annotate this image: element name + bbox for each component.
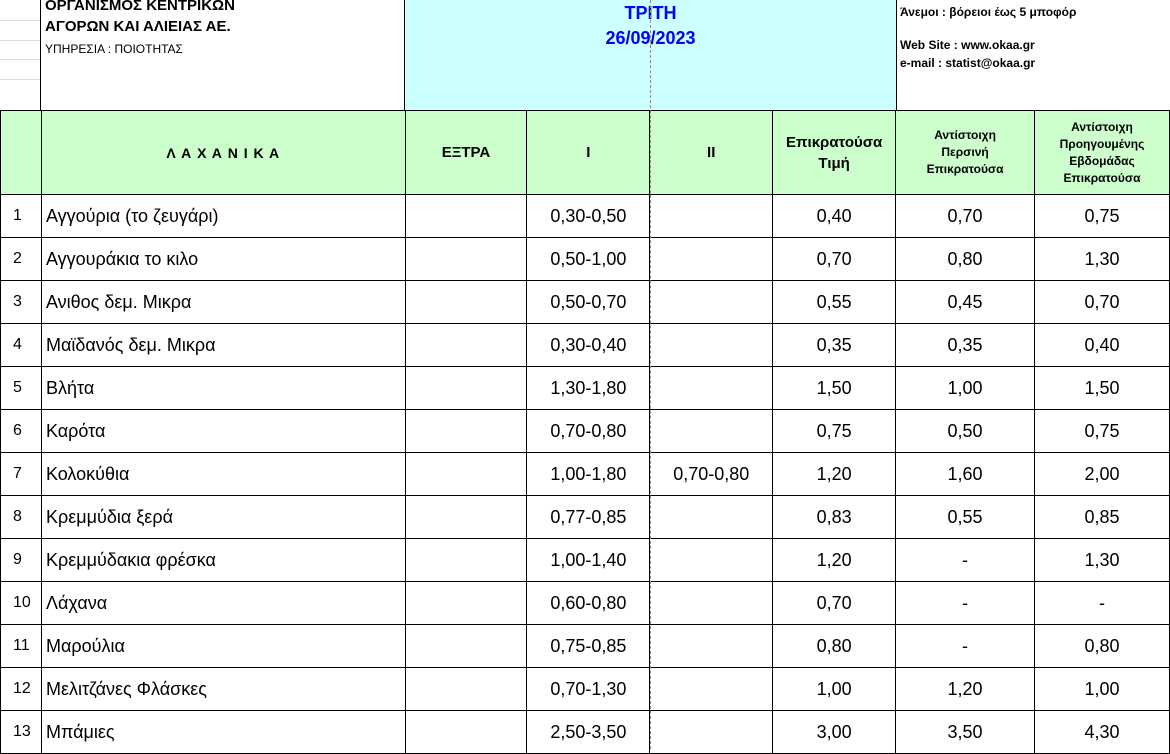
last-year-price-cell[interactable]: - [896,582,1035,625]
grade-1-price-cell[interactable]: 0,77-0,85 [527,496,650,539]
row-index-cell[interactable]: 10 [1,582,42,625]
prevailing-price-cell[interactable]: 0,70 [773,238,896,281]
organization-block [41,0,405,110]
prevailing-price-cell[interactable]: 0,55 [773,281,896,324]
grade-2-price-cell[interactable] [650,496,773,539]
header-grade-2: II [650,111,773,195]
prev-week-price-cell[interactable]: 1,50 [1035,367,1170,410]
row-index-cell[interactable]: 5 [1,367,42,410]
table-row [1,238,1170,281]
grade-2-price-cell[interactable] [650,195,773,238]
vegetable-name-cell[interactable]: Μελιτζάνες Φλάσκες [41,668,405,711]
last-year-price-cell[interactable]: 3,50 [896,711,1035,754]
table-row [1,539,1170,582]
header-grade-1: I [527,111,650,195]
vegetable-name-cell[interactable]: Καρότα [41,410,405,453]
prev-week-price-cell[interactable]: 1,30 [1035,539,1170,582]
prevailing-price-cell[interactable]: 1,20 [773,453,896,496]
last-year-price-cell[interactable]: 0,80 [896,238,1035,281]
grade-2-price-cell[interactable] [650,367,773,410]
extra-price-cell[interactable] [405,324,527,367]
last-year-price-cell[interactable]: 0,50 [896,410,1035,453]
grade-1-price-cell[interactable]: 0,50-0,70 [527,281,650,324]
grade-1-price-cell[interactable]: 2,50-3,50 [527,711,650,754]
prev-week-price-cell[interactable]: 1,00 [1035,668,1170,711]
header-prevailing-price [773,111,896,195]
vegetable-name-cell[interactable]: Ανιθος δεμ. Μικρα [41,281,405,324]
extra-price-cell[interactable] [405,195,527,238]
extra-price-cell[interactable] [405,711,527,754]
table-row [1,711,1170,754]
grade-1-price-cell[interactable]: 0,30-0,40 [527,324,650,367]
extra-price-cell[interactable] [405,410,527,453]
winds-info: Άνεμοι : βόρειοι έως 5 μποφόρ [900,5,1077,19]
prevailing-price-cell[interactable]: 0,80 [773,625,896,668]
grade-2-price-cell[interactable] [650,539,773,582]
grade-1-price-cell[interactable]: 0,70-1,30 [527,668,650,711]
prevailing-price-cell[interactable]: 1,50 [773,367,896,410]
table-row [1,453,1170,496]
row-index-cell[interactable]: 1 [1,195,42,238]
extra-price-cell[interactable] [405,582,527,625]
last-year-price-cell[interactable]: 1,20 [896,668,1035,711]
department-label: ΥΠΗΡΕΣΙΑ : ΠΟΙΟΤΗΤΑΣ [45,42,183,56]
grade-2-price-cell[interactable] [650,711,773,754]
row-index-cell[interactable]: 3 [1,281,42,324]
header-last-year-line3: Επικρατούσα [926,162,1004,176]
row-index-cell[interactable]: 9 [1,539,42,582]
extra-price-cell[interactable] [405,453,527,496]
vegetable-name-cell[interactable]: Μπάμιες [41,711,405,754]
prev-week-price-cell[interactable]: - [1035,582,1170,625]
prev-week-price-cell[interactable]: 0,85 [1035,496,1170,539]
row-index-cell[interactable]: 7 [1,453,42,496]
last-year-price-cell[interactable]: - [896,625,1035,668]
grade-1-price-cell[interactable]: 1,30-1,80 [527,367,650,410]
row-index-cell[interactable]: 8 [1,496,42,539]
vegetable-name-cell[interactable]: Αγγούρια (το ζευγάρι) [41,195,405,238]
vegetable-name-cell[interactable]: Μαρούλια [41,625,405,668]
last-year-price-cell[interactable]: 1,00 [896,367,1035,410]
table-row [1,324,1170,367]
prev-week-price-cell[interactable]: 0,75 [1035,410,1170,453]
grade-1-price-cell[interactable]: 0,75-0,85 [527,625,650,668]
date-label: 26/09/2023 [605,28,696,48]
prevailing-price-cell[interactable]: 1,20 [773,539,896,582]
extra-price-cell[interactable] [405,281,527,324]
table-row [1,367,1170,410]
header-last-year-prevailing [896,111,1035,195]
prevailing-price-cell[interactable]: 0,70 [773,582,896,625]
grade-2-price-cell[interactable] [650,281,773,324]
grade-1-price-cell[interactable]: 0,50-1,00 [527,238,650,281]
grade-1-price-cell[interactable]: 1,00-1,80 [527,453,650,496]
organization-name-line2: ΑΓΟΡΩΝ ΚΑΙ ΑΛΙΕΙΑΣ ΑΕ. [45,18,231,35]
vegetable-name-cell[interactable]: Βλήτα [41,367,405,410]
prev-week-price-cell[interactable]: 0,70 [1035,281,1170,324]
extra-price-cell[interactable] [405,668,527,711]
row-index-cell[interactable]: 4 [1,324,42,367]
grade-2-price-cell[interactable] [650,238,773,281]
prevailing-price-cell[interactable]: 0,35 [773,324,896,367]
table-row [1,281,1170,324]
email-info[interactable]: e-mail : statist@okaa.gr [900,56,1036,70]
header-index [1,111,42,195]
grade-2-price-cell[interactable] [650,410,773,453]
extra-price-cell[interactable] [405,625,527,668]
grade-2-price-cell[interactable] [650,625,773,668]
vegetables-price-table [0,110,1170,754]
vegetable-name-cell[interactable]: Αγγουράκια το κιλο [41,238,405,281]
website-info[interactable]: Web Site : www.okaa.gr [900,38,1035,52]
header-prev-week-prevailing [1035,111,1170,195]
prevailing-price-cell[interactable]: 3,00 [773,711,896,754]
prev-week-price-cell[interactable]: 4,30 [1035,711,1170,754]
prev-week-price-cell[interactable]: 0,75 [1035,195,1170,238]
prev-week-price-cell[interactable]: 1,30 [1035,238,1170,281]
table-row [1,582,1170,625]
header-last-year-line1: Αντίστοιχη [934,128,996,142]
extra-price-cell[interactable] [405,539,527,582]
last-year-price-cell[interactable]: 0,35 [896,324,1035,367]
row-index-cell[interactable]: 13 [1,711,42,754]
grade-1-price-cell[interactable]: 0,60-0,80 [527,582,650,625]
grade-1-price-cell[interactable]: 0,70-0,80 [527,410,650,453]
table-header-row [1,111,1170,195]
date-block [405,0,897,110]
extra-price-cell[interactable] [405,496,527,539]
info-block [897,0,1170,110]
table-row [1,496,1170,539]
last-year-price-cell[interactable]: - [896,539,1035,582]
organization-name-line1: ΟΡΓΑΝΙΣΜΟΣ ΚΕΝΤΡΙΚΩΝ [45,0,235,14]
header-index-column [0,0,41,110]
table-row [1,410,1170,453]
header-prev-week-line4: Επικρατούσα [1063,170,1141,185]
last-year-price-cell[interactable]: 0,70 [896,195,1035,238]
header-extra: ΕΞΤΡΑ [405,111,527,195]
grade-2-price-cell[interactable] [650,582,773,625]
last-year-price-cell[interactable]: 1,60 [896,453,1035,496]
vegetable-name-cell[interactable]: Κολοκύθια [41,453,405,496]
row-index-cell[interactable]: 12 [1,668,42,711]
header-prev-week-line3: Εβδομάδας [1069,153,1135,168]
extra-price-cell[interactable] [405,238,527,281]
extra-price-cell[interactable] [405,367,527,410]
header-prev-week-line2: Προηγουμένης [1059,136,1145,151]
grade-2-price-cell[interactable] [650,324,773,367]
prevailing-price-cell[interactable]: 0,75 [773,410,896,453]
row-index-cell[interactable]: 2 [1,238,42,281]
last-year-price-cell[interactable]: 0,45 [896,281,1035,324]
row-index-cell[interactable]: 6 [1,410,42,453]
weekday-label: ΤΡΙΤΗ [624,3,677,23]
vegetable-name-cell[interactable]: Κρεμμύδακια φρέσκα [41,539,405,582]
grade-2-price-cell[interactable] [650,668,773,711]
grade-2-price-cell[interactable]: 0,70-0,80 [650,453,773,496]
vegetable-name-cell[interactable]: Μαϊδανός δεμ. Μικρα [41,324,405,367]
vegetable-name-cell[interactable]: Λάχανα [41,582,405,625]
prevailing-price-cell[interactable]: 0,40 [773,195,896,238]
last-year-price-cell[interactable]: 0,55 [896,496,1035,539]
header-vegetables: Λ Α Χ Α Ν Ι Κ Α [41,111,405,195]
grade-1-price-cell[interactable]: 1,00-1,40 [527,539,650,582]
table-row [1,668,1170,711]
prevailing-price-cell[interactable]: 1,00 [773,668,896,711]
vegetable-name-cell[interactable]: Κρεμμύδια ξερά [41,496,405,539]
header-last-year-line2: Περσινή [941,145,989,159]
grade-1-price-cell[interactable]: 0,30-0,50 [527,195,650,238]
prev-week-price-cell[interactable]: 0,40 [1035,324,1170,367]
sheet-header [0,0,1170,110]
prev-week-price-cell[interactable]: 0,80 [1035,625,1170,668]
row-index-cell[interactable]: 11 [1,625,42,668]
header-prevailing-line1: Επικρατούσα [786,133,883,151]
prev-week-price-cell[interactable]: 2,00 [1035,453,1170,496]
header-prev-week-line1: Αντίστοιχη [1071,119,1133,134]
header-prevailing-line2: Τιμή [818,154,850,172]
table-row [1,195,1170,238]
prevailing-price-cell[interactable]: 0,83 [773,496,896,539]
table-row [1,625,1170,668]
